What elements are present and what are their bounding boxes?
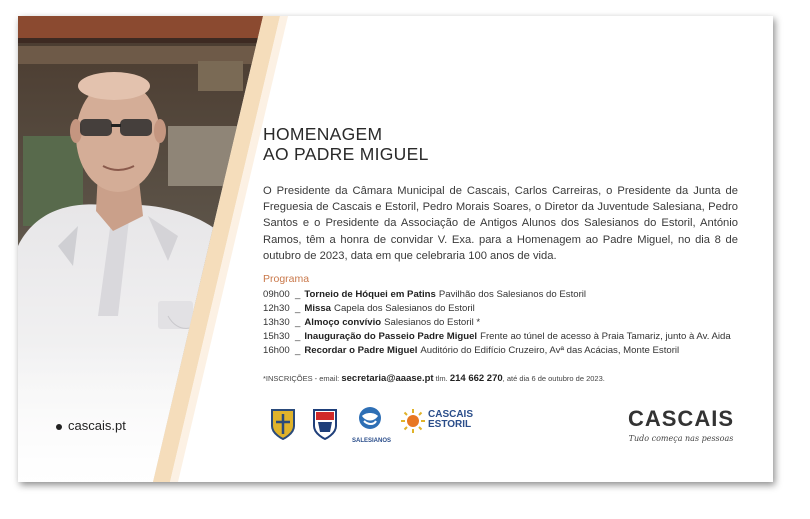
shield-icon <box>312 408 338 440</box>
title-line-2: AO PADRE MIGUEL <box>263 144 429 164</box>
rsvp-phone[interactable]: 214 662 270 <box>449 373 503 384</box>
event-time: 13h30 <box>263 317 290 328</box>
event-title: Recordar o Padre Miguel <box>304 345 418 356</box>
rsvp-line <box>263 373 605 384</box>
invitation-card <box>18 16 773 482</box>
brand-name: CASCAIS <box>627 406 734 431</box>
event-time: 12h30 <box>263 303 290 314</box>
rsvp-email-link[interactable]: secretaria@aaase.pt <box>341 373 434 384</box>
junta-logo <box>428 410 473 430</box>
event-time: 16h00 <box>263 345 290 356</box>
event-place: Auditório do Edifício Cruzeiro, Avª das Acácias, Monte Estoril <box>420 345 680 356</box>
rsvp-suffix: , até dia 6 de outubro de 2023. <box>502 374 605 383</box>
invitation-text: O Presidente da Câmara Municipal de Cascais, Carlos Carreiras, o Presidente da Junta de Freguesia de Cascais e Estoril, Pedro Morais Soares, o Diretor da Juventude Salesiana, Pedro Santos e o Presidente da Associação de Antigos Alunos dos Salesianos do Estoril, António Ramos, têm a honra de convidar V. Exa. para a Homenagem ao Padre Miguel, no dia 8 de outubro de 2023, data em que celebraria 100 anos de vida. <box>263 185 738 262</box>
event-place: Pavilhão dos Salesianos do Estoril <box>438 289 587 300</box>
event-separator: _ <box>295 331 301 342</box>
sun-icon <box>400 408 426 434</box>
event-time: 09h00 <box>263 289 290 300</box>
event-title: Torneio de Hóquei em Patins <box>304 289 436 300</box>
event-place: Salesianos do Estoril * <box>384 317 481 328</box>
rsvp-prefix: *INSCRIÇÕES - email: <box>263 374 340 383</box>
event-row <box>263 330 731 344</box>
salesianos-logo <box>354 406 386 436</box>
rsvp-phone-prefix: tlm. <box>435 374 448 383</box>
event-row <box>263 288 731 302</box>
brand-tagline: Tudo começa nas pessoas <box>628 434 734 443</box>
programa-label: Programa <box>263 273 310 285</box>
junta-line-1: CASCAIS <box>428 409 474 420</box>
crest-icon <box>270 408 296 440</box>
bullet-icon <box>56 424 62 430</box>
website-link[interactable]: cascais.pt <box>68 418 126 433</box>
event-separator: _ <box>295 303 301 314</box>
website-label[interactable] <box>56 418 126 433</box>
page-title <box>263 124 429 164</box>
junta-line-2: ESTORIL <box>428 419 472 430</box>
event-separator: _ <box>295 289 301 300</box>
programa-list <box>263 288 731 358</box>
event-place: Capela dos Salesianos do Estoril <box>334 303 475 314</box>
event-title: Inauguração do Passeio Padre Miguel <box>304 331 478 342</box>
title-line-1: HOMENAGEM <box>263 124 383 144</box>
event-place: Frente ao túnel de acesso à Praia Tamariz, junto à Av. Aida <box>480 331 731 342</box>
event-title: Missa <box>304 303 332 314</box>
event-separator: _ <box>295 345 301 356</box>
event-time: 15h30 <box>263 331 290 342</box>
event-row <box>263 302 731 316</box>
event-separator: _ <box>295 317 301 328</box>
salesianos-label: SALESIANOS <box>352 438 392 444</box>
event-row <box>263 344 731 358</box>
cascais-brand <box>619 406 743 443</box>
event-row <box>263 316 731 330</box>
event-title: Almoço convívio <box>304 317 382 328</box>
